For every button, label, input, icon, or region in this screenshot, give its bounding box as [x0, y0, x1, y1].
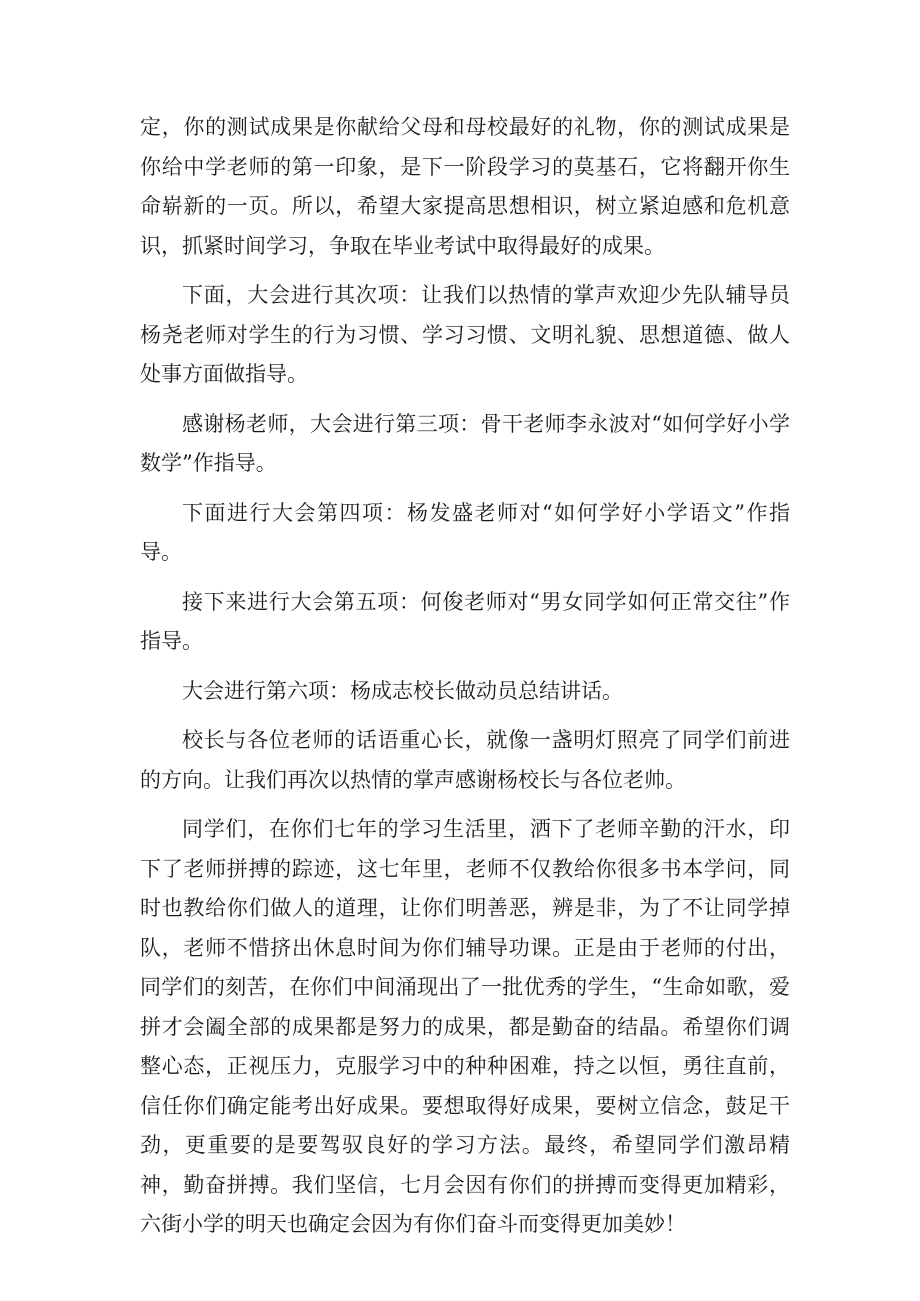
document-body — [140, 108, 790, 1255]
paragraph-5: 接下来进行大会第五项：何俊老师对“男女同学如何正常交往”作指导。 — [140, 589, 790, 653]
paragraph-2: 下面，大会进行其次项：让我们以热情的掌声欢迎少先队辅导员杨尧老师对学生的行为习惯、学习习惯、文明礼貌、思想道德、做人处事方面做指导。 — [140, 283, 790, 386]
paragraph-6: 大会进行第六项：杨成志校长做动员总结讲话。 — [182, 678, 623, 703]
paragraph-4: 下面进行大会第四项：杨发盛老师对“如何学好小学语文”作指导。 — [140, 500, 790, 564]
paragraph-7: 校长与各位老师的话语重心长，就像一盏明灯照亮了同学们前进的方向。让我们再次以热情的掌声感谢杨校长与各位老帅。 — [140, 728, 790, 792]
paragraph-3: 感谢杨老师，大会进行第三项：骨干老师李永波对“如何学好小学数学”作指导。 — [140, 411, 790, 475]
paragraph-1: 定，你的测试成果是你献给父母和母校最好的礼物，你的测试成果是你给中学老师的第一印象，是下一阶段学习的莫基石，它将翻开你生命崭新的一页。所以，希望大家提高思想相识，树立紧迫感和危机意识，抓紧时间学习，争取在毕业考试中取得最好的成果。 — [140, 115, 790, 258]
paragraph-8: 同学们，在你们七年的学习生活里，洒下了老师辛勤的汗水，印下了老师拼搏的踪迹，这七年里，老师不仅教给你很多书本学问，同时也教给你们做人的道理，让你们明善恶，辨是非，为了不让同学掉队，老师不惜挤出休息时间为你们辅导功课。正是由于老师的付出，同学们的刻苦，在你们中间涌现出了一批优秀的学生，“生命如歌，爱拼才会阖全部的成果都是努力的成果，都是勤奋的结晶。希望你们调整心态，正视压力，克服学习中的种种困难，持之以恒，勇往直前，信任你们确定能考出好成果。要想取得好成果，要树立信念，鼓足干劲，更重要的是要驾驭良好的学习方法。最终，希望同学们激昂精神，勤奋拼搏。我们坚信，七月会因有你们的拼搏而变得更加精彩，六街小学的明天也确定会因为有你们奋斗而变得更加美妙！ — [140, 817, 790, 1236]
